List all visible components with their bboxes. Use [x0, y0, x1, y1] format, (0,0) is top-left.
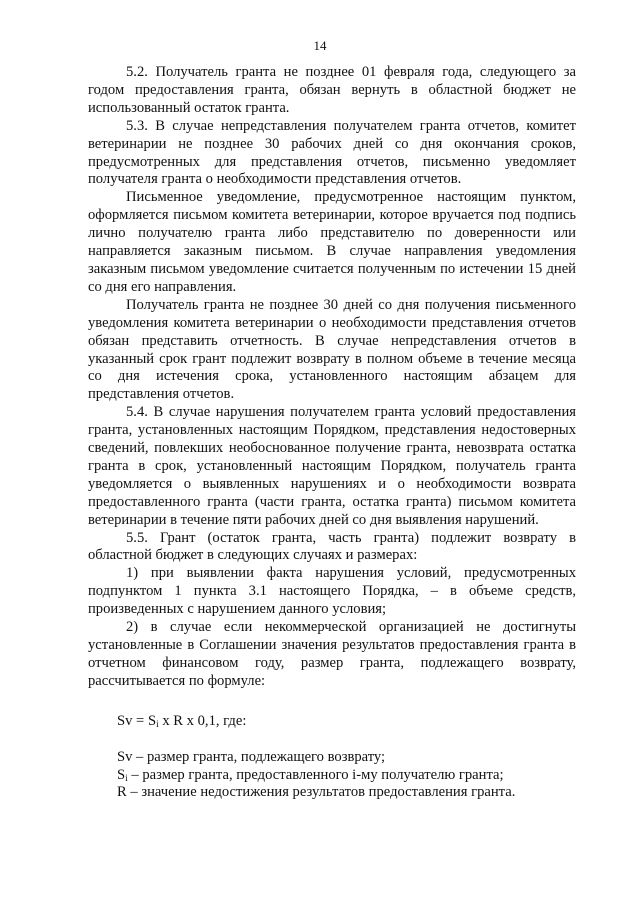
paragraph-5-3: 5.3. В случае непредставления получателем гранта отчетов, комитет ветеринарии не позднее 30 рабочих дней со дня окончания сроков, предусмотренных для представления отчетов, письменно уведомляет получателя гранта о необходимости представления отчетов. [88, 117, 576, 188]
document-body [88, 64, 576, 802]
definition-si [88, 767, 576, 785]
formula-lhs: Sv = S [117, 712, 157, 729]
paragraph-report-deadline: Получатель гранта не позднее 30 дней со дня получения письменного уведомления комитета ветеринарии о необходимости представления отчетов обязан представить отчетность. В случае непредставления отчетов в указанный срок грант подлежит возврату в полном объеме в течение месяца со дня истечения срока, установленного настоящим абзацем для представления отчетов. [88, 296, 576, 403]
paragraph-5-2: 5.2. Получатель гранта не позднее 01 февраля года, следующего за годом предоставления гранта, обязан вернуть в областной бюджет не использованный остаток гранта. [88, 64, 576, 116]
paragraph-case-2: 2) в случае если некоммерческой организацией не достигнуты установленные в Соглашении значения результатов предоставления гранта в отчетном финансовом году, размер гранта, подлежащего возврату, рассчитывается по формуле: [88, 619, 576, 689]
definition-si-text: – размер гранта, предоставленного i-му получателю гранта; [127, 766, 504, 783]
definition-sv: Sv – размер гранта, подлежащего возврату; [117, 748, 386, 765]
formula-subscript: i [156, 719, 159, 730]
paragraph-5-4: 5.4. В случае нарушения получателем гранта условий предоставления гранта, установленных настоящим Порядком, представления недостоверных сведений, повлекших необоснованное получение гранта, невозврата остатка гранта в срок, установленный настоящим Порядком, получатель гранта уведомляется о выявленных нарушениях и о необходимости возврата предоставленного гранта (части гранта, остатка гранта) письмом комитета ветеринарии в течение пяти рабочих дней со дня выявления нарушений. [88, 404, 576, 528]
definition-r: R – значение недостижения результатов предоставления гранта. [117, 784, 516, 801]
paragraph-5-5: 5.5. Грант (остаток гранта, часть гранта) подлежит возврату в областной бюджет в следующих случаях и размерах: [88, 529, 576, 564]
formula-rhs: x R x 0,1, где: [158, 712, 247, 729]
paragraph-case-1: 1) при выявлении факта нарушения условий, предусмотренных подпунктом 1 пункта 3.1 настоящего Порядка, – в объеме средств, произведенных с нарушением данного условия; [88, 565, 576, 618]
definition-si-subscript: i [125, 773, 128, 784]
definition-si-symbol: S [117, 766, 126, 783]
paragraph-notice: Письменное уведомление, предусмотренное настоящим пунктом, оформляется письмом комитета ветеринарии, которое вручается под подпись лично получателю гранта либо представителю по доверенности или направляется заказным письмом. В случае направления уведомления заказным письмом уведомление считается полученным по истечении 15 дней со дня его направления. [88, 189, 576, 295]
formula [117, 713, 576, 731]
page-number: 14 [313, 38, 327, 53]
